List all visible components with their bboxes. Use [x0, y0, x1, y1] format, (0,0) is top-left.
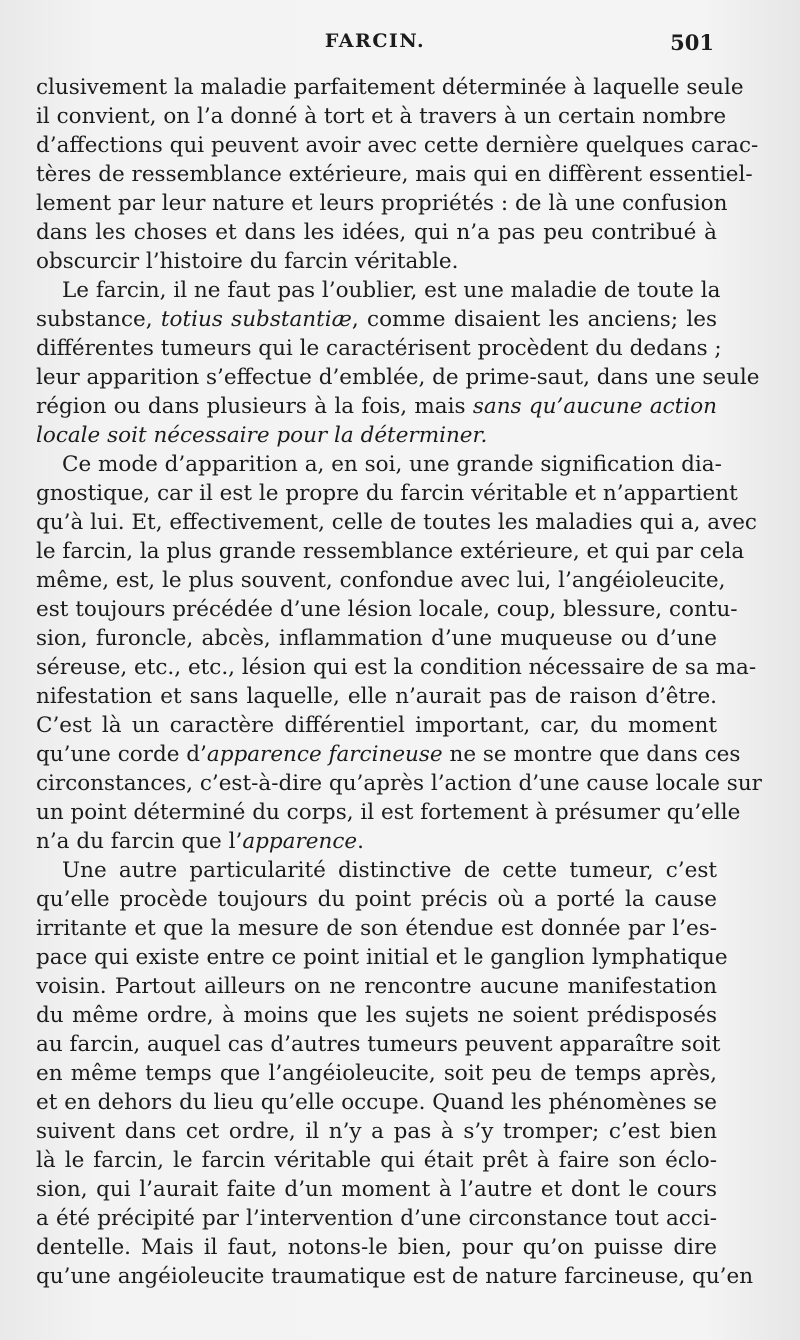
italic-text: locale soit nécessaire pour la déterminer.	[36, 423, 488, 448]
text-line	[36, 856, 717, 885]
text-segment: au farcin, auquel cas d’autres tumeurs peuvent apparaître soit	[36, 1032, 721, 1057]
body-text	[36, 73, 762, 1291]
text-line	[36, 711, 717, 740]
text-line	[36, 276, 721, 305]
text-segment: suivent dans cet ordre, il n’y a pas à s’y tromper; c’est bien	[36, 1119, 717, 1144]
text-line	[36, 1059, 717, 1088]
text-segment: irritante et que la mesure de son étendue est donnée par l’es-	[36, 916, 717, 941]
text-segment: là le farcin, le farcin véritable qui était prêt à faire son éclo-	[36, 1148, 717, 1173]
text-segment: Le farcin, il ne faut pas l’oublier, est une maladie de toute la	[62, 278, 721, 303]
text-line	[36, 943, 728, 972]
text-line	[36, 595, 738, 624]
text-line	[36, 972, 717, 1001]
text-segment: séreuse, etc., etc., lésion qui est la condition nécessaire de sa ma-	[36, 655, 757, 680]
text-segment: du même ordre, à moins que les sujets ne soient prédisposés	[36, 1003, 717, 1028]
text-line	[36, 827, 717, 856]
text-line	[36, 1233, 717, 1262]
text-line	[36, 334, 722, 363]
text-segment: voisin. Partout ailleurs on ne rencontre aucune manifestation	[36, 974, 717, 999]
text-line	[36, 1117, 717, 1146]
text-line	[36, 740, 741, 769]
page-number: 501	[670, 30, 714, 55]
text-segment: dans les choses et dans les idées, qui n’a pas peu contribué à	[36, 220, 717, 245]
text-line	[36, 624, 717, 653]
text-line	[36, 1146, 717, 1175]
italic-text: totius substantiæ	[160, 307, 352, 332]
text-segment: lement par leur nature et leurs propriétés : de là une confusion	[36, 191, 728, 216]
text-segment: a été précipité par l’intervention d’une circonstance tout acci-	[36, 1206, 717, 1231]
text-segment: .	[357, 829, 364, 854]
page-header	[36, 30, 714, 62]
text-line	[36, 189, 728, 218]
text-line	[36, 914, 717, 943]
text-segment: C’est là un caractère différentiel important, car, du moment	[36, 713, 717, 738]
text-line	[36, 1262, 754, 1291]
text-line	[36, 1030, 721, 1059]
text-segment: obscurcir l’histoire du farcin véritable.	[36, 249, 459, 274]
text-line	[36, 218, 717, 247]
text-line	[36, 305, 717, 334]
text-segment: qu’une angéioleucite traumatique est de nature farcineuse, qu’en	[36, 1264, 754, 1289]
text-line	[36, 1175, 717, 1204]
italic-text: apparence farcineuse	[206, 742, 443, 767]
text-segment: qu’à lui. Et, effectivement, celle de toutes les maladies qui a, avec	[36, 510, 757, 535]
text-line	[36, 450, 722, 479]
text-segment: n’a du farcin que l’	[36, 829, 243, 854]
text-segment: , comme disaient les anciens; les	[351, 307, 717, 332]
text-segment: pace qui existe entre ce point initial et le ganglion lymphatique	[36, 945, 728, 970]
text-line	[36, 479, 738, 508]
text-segment: sion, qui l’aurait faite d’un moment à l’autre et dont le cours	[36, 1177, 717, 1202]
text-segment: substance,	[36, 307, 161, 332]
text-line	[36, 566, 726, 595]
italic-text: sans qu’aucune action	[472, 394, 717, 419]
text-segment: clusivement la maladie parfaitement déterminée à laquelle seule	[36, 75, 744, 100]
text-segment: dentelle. Mais il faut, notons-le bien, pour qu’on puisse dire	[36, 1235, 717, 1260]
text-line	[36, 421, 717, 450]
text-segment: est toujours précédée d’une lésion locale, coup, blessure, contu-	[36, 597, 738, 622]
text-line	[36, 1204, 717, 1233]
text-segment: qu’une corde d’	[36, 742, 207, 767]
text-line	[36, 885, 717, 914]
text-segment: même, est, le plus souvent, confondue avec lui, l’angéioleucite,	[36, 568, 726, 593]
text-line	[36, 247, 717, 276]
text-line	[36, 160, 753, 189]
text-segment: Une autre particularité distinctive de cette tumeur, c’est	[62, 858, 717, 883]
text-segment: le farcin, la plus grande ressemblance extérieure, et qui par cela	[36, 539, 745, 564]
text-segment: leur apparition s’effectue d’emblée, de prime-saut, dans une seule	[36, 365, 760, 390]
text-segment: un point déterminé du corps, il est fortement à présumer qu’elle	[36, 800, 741, 825]
text-line	[36, 363, 760, 392]
italic-text: apparence	[242, 829, 358, 854]
text-segment: d’affections qui peuvent avoir avec cette dernière quelques carac-	[36, 133, 759, 158]
text-segment: Ce mode d’apparition a, en soi, une grande signification dia-	[62, 452, 722, 477]
text-line	[36, 537, 745, 566]
text-segment: gnostique, car il est le propre du farcin véritable et n’appartient	[36, 481, 738, 506]
text-line	[36, 769, 762, 798]
text-segment: il convient, on l’a donné à tort et à travers à un certain nombre	[36, 104, 727, 129]
text-line	[36, 1088, 717, 1117]
text-segment: différentes tumeurs qui le caractérisent procèdent du dedans ;	[36, 336, 722, 361]
text-line	[36, 392, 717, 421]
text-line	[36, 682, 717, 711]
text-segment: en même temps que l’angéioleucite, soit peu de temps après,	[36, 1061, 717, 1086]
text-line	[36, 1001, 717, 1030]
text-segment: circonstances, c’est-à-dire qu’après l’action d’une cause locale sur	[36, 771, 762, 796]
text-segment: nifestation et sans laquelle, elle n’aurait pas de raison d’être.	[36, 684, 717, 709]
text-segment: région ou dans plusieurs à la fois, mais	[36, 394, 473, 419]
text-segment: et en dehors du lieu qu’elle occupe. Quand les phénomènes se	[36, 1090, 717, 1115]
text-line	[36, 508, 757, 537]
text-line	[36, 73, 744, 102]
text-segment: tères de ressemblance extérieure, mais qui en diffèrent essentiel-	[36, 162, 753, 187]
running-title: FARCIN.	[324, 30, 426, 52]
text-line	[36, 131, 759, 160]
text-segment: ne se montre que dans ces	[442, 742, 741, 767]
text-segment: sion, furoncle, abcès, inflammation d’une muqueuse ou d’une	[36, 626, 717, 651]
text-segment: qu’elle procède toujours du point précis où a porté la cause	[36, 887, 717, 912]
text-line	[36, 798, 741, 827]
text-line	[36, 102, 727, 131]
text-line	[36, 653, 757, 682]
